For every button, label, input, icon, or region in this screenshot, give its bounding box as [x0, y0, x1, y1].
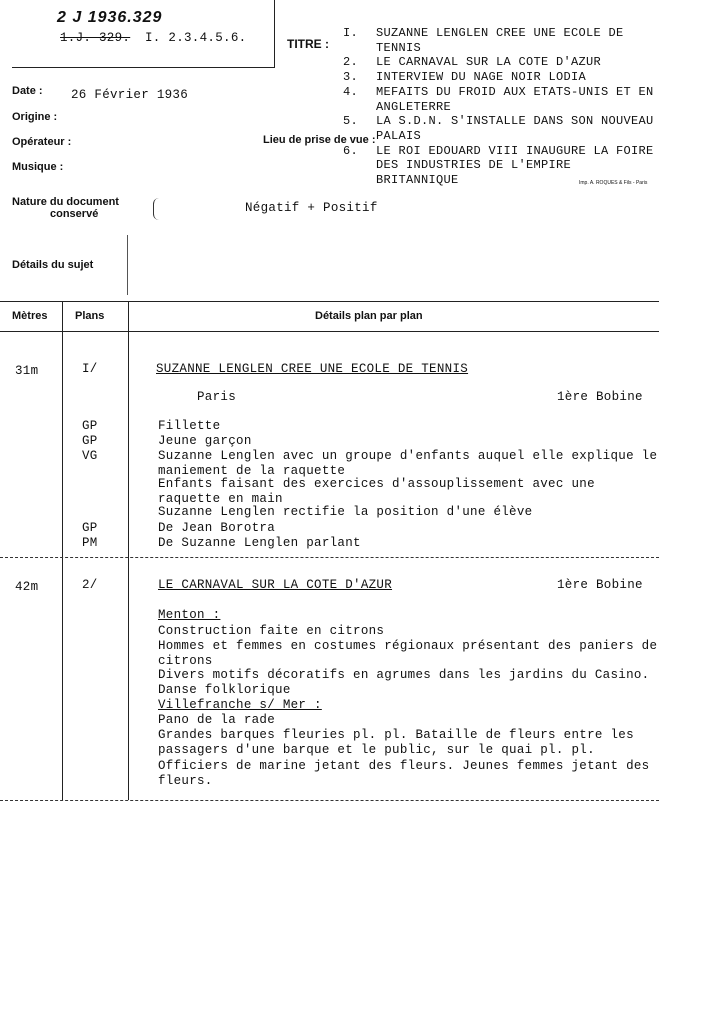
title-item: 3. INTERVIEW DU NAGE NOIR LODIA — [343, 70, 587, 85]
section2-metres: 42m — [15, 580, 39, 594]
title-item: 4. MEFAITS DU FROID AUX ETATS-UNIS ET EN ANGLETERRE — [343, 84, 654, 114]
operateur-label: Opérateur : — [12, 136, 72, 148]
date-label: Date : — [12, 85, 43, 97]
plans-header: Plans — [75, 310, 105, 322]
title-item: 2. LE CARNAVAL SUR LA COTE D'AZUR — [343, 55, 602, 70]
title-item: 5. LA S.D.N. S'INSTALLE DANS SON NOUVEAU PALAIS — [343, 114, 654, 143]
musique-label: Musique : — [12, 161, 64, 173]
shot-description: Officiers de marine jetant des fleurs. Jeunes femmes jetant des fleurs. — [158, 759, 650, 788]
shot-description: Suzanne Lenglen rectifie la position d'une élève — [158, 505, 533, 519]
lieu-label: Lieu de prise de vue : — [263, 134, 376, 146]
section2-plan: 2/ — [82, 578, 98, 592]
section2-bobine: 1ère Bobine — [557, 578, 643, 592]
details-sujet-label: Détails du sujet — [12, 259, 94, 271]
shot-description: Hommes et femmes en costumes régionaux présentant des paniers de citrons — [158, 639, 658, 668]
nature-value: Négatif + Positif — [245, 201, 378, 215]
origine-label: Origine : — [12, 111, 58, 123]
nature-label: Nature du document — [12, 196, 119, 208]
title-item: I. SUZANNE LENGLEN CREE UNE ECOLE DE TENNIS — [343, 26, 624, 55]
shot-description: De Suzanne Lenglen parlant — [158, 536, 361, 550]
section1-title: SUZANNE LENGLEN CREE UNE ECOLE DE TENNIS — [156, 362, 469, 376]
shot-description: Divers motifs décoratifs en agrumes dans les jardins du Casino. Danse folklorique — [158, 668, 650, 697]
location-heading: Villefranche s/ Mer : — [158, 698, 322, 712]
shot-description: Enfants faisant des exercices d'assouplissement avec une raquette en main — [158, 477, 595, 506]
shot-type: GP — [82, 419, 98, 433]
section-divider — [0, 557, 659, 558]
titles-list — [343, 26, 659, 188]
shot-type: GP — [82, 434, 98, 448]
shot-type: VG — [82, 449, 98, 463]
date-value: 26 Février 1936 — [71, 88, 189, 102]
nature-brace — [153, 198, 160, 220]
nature-label-line2: conservé — [50, 208, 99, 220]
shot-description: Pano de la rade — [158, 713, 276, 727]
shot-description: Grandes barques fleuries pl. pl. Bataille de fleurs entre les passagers d'une barque et le public, sur le quai pl. pl. — [158, 728, 634, 757]
section1-metres: 31m — [15, 364, 39, 378]
section1-bobine: 1ère Bobine — [557, 390, 643, 404]
details-header: Détails plan par plan — [315, 310, 423, 322]
shot-type: PM — [82, 536, 98, 550]
old-reference: 1.J. 329. — [60, 31, 131, 45]
metres-header: Mètres — [12, 310, 48, 322]
title-item: 6. LE ROI EDOUARD VIII INAUGURE LA FOIRE DES INDUSTRIES DE L'EMPIRE BRITANNIQUE — [343, 143, 654, 188]
handwritten-reference: 2 J 1936.329 — [57, 9, 163, 26]
section1-plan: I/ — [82, 362, 98, 376]
shot-description: Fillette — [158, 419, 221, 433]
shot-type: GP — [82, 521, 98, 535]
printer-mark: Imp. A. ROQUES & Fils - Paris — [579, 180, 648, 186]
bottom-divider — [0, 800, 659, 801]
shot-description: Construction faite en citrons — [158, 624, 385, 638]
shot-description: Suzanne Lenglen avec un groupe d'enfants auquel elle explique le maniement de la raquette — [158, 449, 658, 478]
section1-place: Paris — [197, 390, 237, 404]
shot-description: De Jean Borotra — [158, 521, 276, 535]
titre-label: TITRE : — [287, 37, 329, 51]
location-heading: Menton : — [158, 608, 221, 622]
shot-description: Jeune garçon — [158, 434, 252, 448]
section2-title: LE CARNAVAL SUR LA COTE D'AZUR — [158, 578, 393, 592]
part-numbers: I. 2.3.4.5.6. — [145, 31, 247, 45]
